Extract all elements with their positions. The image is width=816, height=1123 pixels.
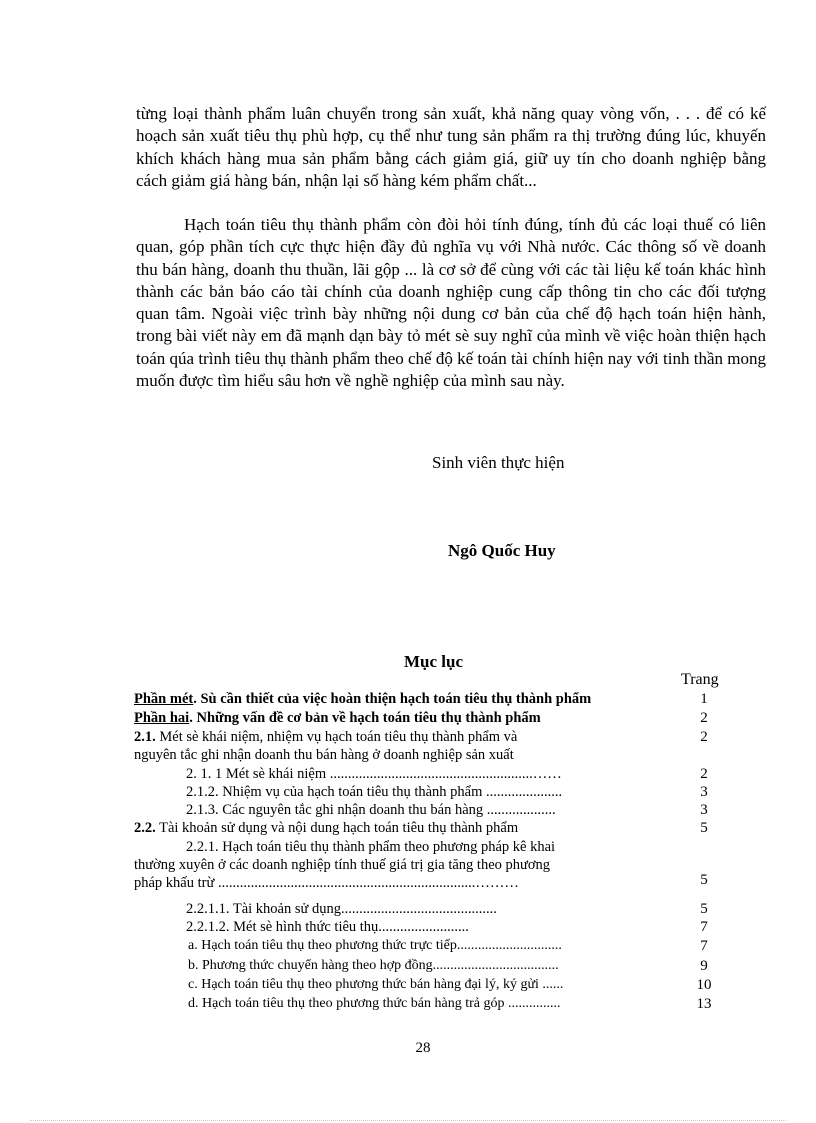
toc-entry-text: c. Hạch toán tiêu thụ theo phương thức bán hàng đại lý, ký gửi ...... [188, 977, 564, 992]
toc-page-header: Trang [681, 671, 719, 688]
toc-title: Mục lục [404, 652, 464, 671]
toc-entry [134, 765, 734, 783]
toc-entry [134, 690, 734, 708]
toc-entry [134, 957, 734, 975]
toc-entry [134, 728, 734, 764]
toc-entry-page: 3 [700, 784, 708, 800]
toc-entry [134, 709, 734, 727]
toc-entry-text: 2.2.1.1. Tài khoản sử dụng........................................... [186, 901, 497, 917]
toc-entry [134, 995, 734, 1013]
page-edge-divider [30, 1120, 786, 1121]
toc-entry-page: 2 [700, 766, 708, 782]
toc-entry [134, 976, 734, 994]
toc-entry-text: Phần mét. Sù cần thiết của việc hoàn thiện hạch toán tiêu thụ thành phẩm [134, 691, 592, 707]
toc-entry-page: 5 [700, 872, 708, 888]
body-paragraph-2: Hạch toán tiêu thụ thành phẩm còn đòi hỏi tính đúng, tính đủ các loại thuế có liên quan, góp phần tích cực thực hiện đầy đủ nghĩa vụ với Nhà nước. Các thông số về doanh thu bán hàng, doanh thu thuần, lãi gộp ... là cơ sở để cùng với các tài liệu kế toán khác hình thành các bản báo cáo tài chính của doanh nghiệp cung cấp thông tin cho các đối tượng quan tâm. Ngoài việc trình bày những nội dung cơ bản của chế độ hạch toán hiện hành, trong bài viết này em đã mạnh dạn bày tỏ mét sè suy nghĩ của mình về việc hoàn thiện hạch toán qúa trình tiêu thụ thành phẩm theo chế độ kế toán tài chính hiện nay với tinh thần mong muốn được tìm hiểu sâu hơn về nghề nghiệp của mình sau này. [136, 215, 766, 391]
toc-entry-text: 2.1.2. Nhiệm vụ của hạch toán tiêu thụ thành phẩm ..................... [186, 784, 563, 800]
toc-entry-page: 9 [700, 958, 708, 974]
toc-entry-text: a. Hạch toán tiêu thụ theo phương thức trực tiếp.............................. [188, 938, 562, 953]
toc-entry [134, 918, 734, 936]
toc-entry-text-cont: thường xuyên ở các doanh nghiệp tính thuế giá trị gia tăng theo phương [134, 857, 551, 873]
toc-entry-page: 2 [700, 729, 708, 745]
page-number: 28 [415, 1040, 431, 1056]
toc-entry-text-cont: pháp khấu trừ .......................................................................……… [134, 875, 519, 891]
toc-entry [134, 783, 734, 801]
toc-entry-text: 2.1.3. Các nguyên tắc ghi nhận doanh thu bán hàng ................... [186, 802, 556, 818]
toc-entry [134, 838, 734, 894]
toc-entry-page: 10 [696, 977, 712, 993]
toc-entry-text: 2.1. Mét sè khái niệm, nhiệm vụ hạch toán tiêu thụ thành phẩm và [134, 729, 518, 745]
toc-entry [134, 900, 734, 918]
toc-entry-text: d. Hạch toán tiêu thụ theo phương thức bán hàng trả góp ............... [188, 996, 561, 1011]
signature-label: Sinh viên thực hiện [432, 453, 565, 472]
toc-entry [134, 937, 734, 955]
toc-entry [134, 801, 734, 819]
toc-entry-text: 2.2. Tài khoản sử dụng và nội dung hạch toán tiêu thụ thành phẩm [134, 820, 519, 836]
toc-entry-page: 5 [700, 820, 708, 836]
toc-entry-page: 7 [700, 938, 708, 954]
body-paragraph-1: từng loại thành phẩm luân chuyển trong sản xuất, khả năng quay vòng vốn, . . . để có kế hoạch sản xuất tiêu thụ phù hợp, cụ thể như tung sản phẩm ra thị trường đúng lúc, khuyến khích khách hàng mua sản phẩm bằng cách giảm giá, giữ uy tín cho doanh nghiệp bằng cách giảm giá hàng bán, nhận lại số hàng kém phẩm chất... [136, 104, 766, 190]
toc-entry-text: Phần hai. Những vấn đề cơ bản về hạch toán tiêu thụ thành phẩm [134, 710, 541, 726]
toc-entry-page: 1 [700, 691, 708, 707]
toc-entry-text: 2.2.1.2. Mét sè hình thức tiêu thụ......................... [186, 919, 469, 935]
toc-entry-page: 5 [700, 901, 708, 917]
toc-entry-text: 2.2.1. Hạch toán tiêu thụ thành phẩm theo phương pháp kê khai [186, 839, 556, 855]
toc-entry-page: 7 [700, 919, 708, 935]
toc-entry-text: b. Phương thức chuyển hàng theo hợp đồng.................................... [188, 958, 559, 973]
toc-entry-page: 13 [696, 996, 712, 1012]
toc-entry-text: 2. 1. 1 Mét sè khái niệm ........................................................…… [186, 766, 562, 782]
toc-entry-page: 2 [700, 710, 708, 726]
toc-entry-page: 3 [700, 802, 708, 818]
toc-entry-text-cont: nguyên tắc ghi nhận doanh thu bán hàng ở doanh nghiệp sản xuất [134, 747, 514, 763]
author-name: Ngô Quốc Huy [448, 541, 556, 560]
toc-entry [134, 819, 734, 837]
